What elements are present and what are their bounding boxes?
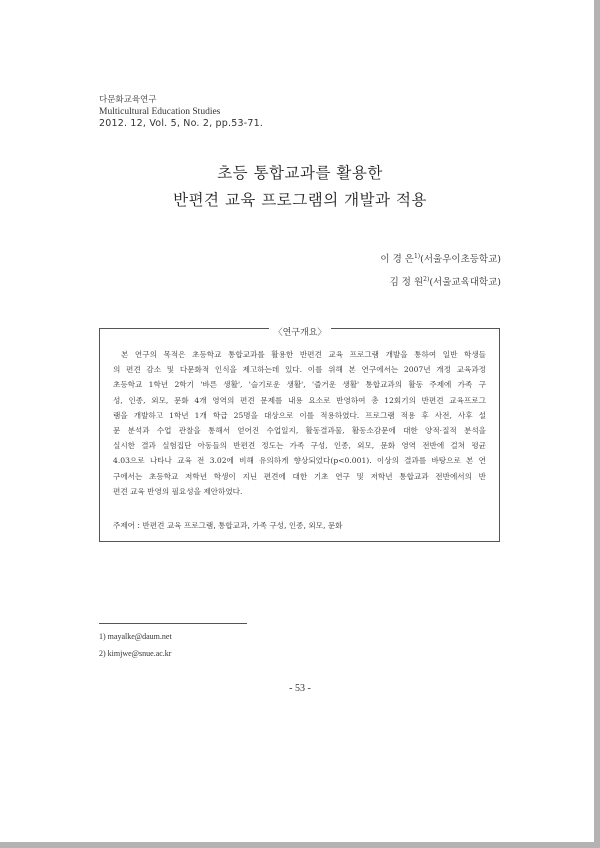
- journal-header: [99, 95, 263, 130]
- abstract-line: 4.03으로 나타나 교육 전 3.02에 비해 유의하게 향상되었다(p<0.001). 이상의 결과를 바탕으로 본 연: [113, 456, 486, 466]
- abstract-line: 편견 교육 반영의 필요성을 제안하였다.: [113, 486, 243, 496]
- footnote-divider: [99, 623, 247, 624]
- page-number: - 53 -: [289, 683, 311, 694]
- author-1-name: 이 경 은: [380, 254, 414, 266]
- abstract-line: 본 연구의 목적은 초등학교 통합교과를 활용한 반편견 교육 프로그램 개발을 통하여 일반 학생들: [121, 350, 486, 359]
- abstract-line: 문 분석과 수업 관찰을 통해서 얻어진 수업일지, 활동결과물, 활동소감문에 대한 양적·질적 분석을: [113, 426, 486, 436]
- footnote-1: 1) mayalke@daum.net: [99, 632, 172, 641]
- page-frame-bottom: [0, 842, 600, 848]
- footnotes: [99, 628, 172, 662]
- abstract-label-text: 〈연구개요〉: [269, 328, 332, 338]
- author-1-affiliation: (서울우이초등학교): [420, 254, 501, 266]
- author-list: [380, 247, 501, 293]
- abstract-line: 초등학교 1학년 2학기 '바른 생활', '슬기로운 생활', '즐거운 생활' 통합교과의 활동 주제에 가족 구: [113, 380, 486, 390]
- author-2-affiliation: (서울교육대학교): [429, 277, 501, 289]
- journal-name-english: Multicultural Education Studies: [99, 106, 221, 117]
- journal-name-korean: 다문화교육연구: [99, 95, 157, 105]
- footnote-2: 2) kimjwe@snue.ac.kr: [99, 649, 172, 658]
- keywords: 주제어 : 반편견 교육 프로그램, 통합교과, 가족 구성, 인종, 외모, 문화: [113, 521, 343, 530]
- paper-title: [0, 160, 600, 214]
- paper-title-line-1: 초등 통합교과를 활용한: [217, 164, 383, 182]
- abstract-label: [0, 320, 600, 339]
- author-2-name: 김 정 원: [389, 277, 424, 289]
- journal-volume-info: 2012. 12, Vol. 5, No. 2, pp.53-71.: [99, 118, 264, 129]
- author-1: [380, 247, 501, 270]
- abstract-body: [113, 347, 486, 499]
- abstract-line: 성, 인종, 외모, 문화 4개 영역의 편견 문제를 내용 요소로 반영하여 총 12회기의 반편견 교육프로그: [113, 395, 486, 405]
- author-2-footnote-mark: 2): [423, 276, 430, 284]
- author-1-footnote-mark: 1): [413, 253, 421, 260]
- abstract-line: 의 편견 감소 및 다문화적 인식을 제고하는데 있다. 이를 위해 본 연구에서는 2007년 개정 교육과정: [113, 365, 486, 375]
- paper-title-line-2: 반편견 교육 프로그램의 개발과 적용: [173, 191, 427, 209]
- page-frame-right: [594, 0, 600, 848]
- abstract-line: 구에서는 초등학교 저학년 학생이 지닌 편견에 대한 기초 연구 및 저학년 통합교과 전반에서의 반: [113, 471, 486, 481]
- abstract-line: 실시한 결과 실험집단 아동들의 반편견 정도는 가족 구성, 인종, 외모, 문화 영역 전반에 걸쳐 평균: [113, 441, 486, 451]
- author-2: [380, 270, 501, 293]
- abstract-line: 램을 개발하고 1학년 1개 학급 25명을 대상으로 이를 적용하였다. 프로그램 적용 후 사전, 사후 설: [113, 410, 486, 420]
